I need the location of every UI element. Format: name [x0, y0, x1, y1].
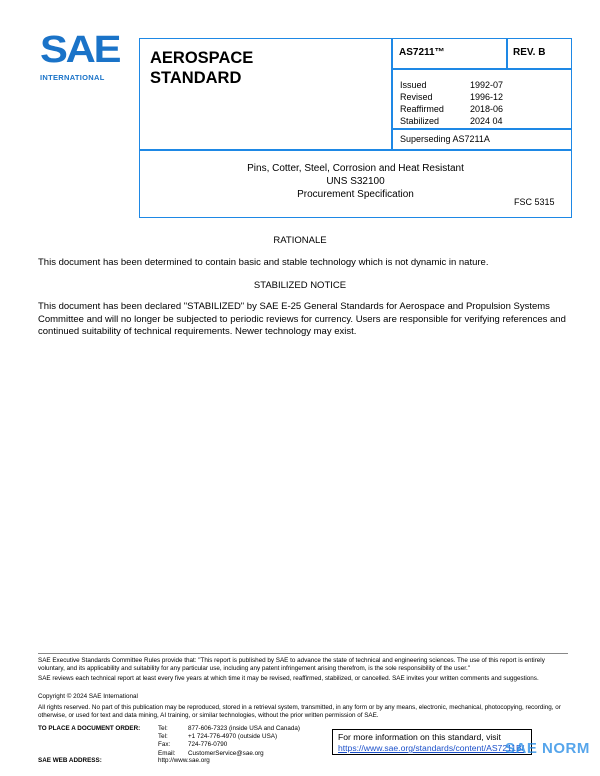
subject-line1: Pins, Cotter, Steel, Corrosion and Heat Resistant [247, 163, 464, 174]
sae-logo-subtitle: INTERNATIONAL [40, 73, 105, 82]
document-dates [400, 79, 503, 127]
document-type-line1: AEROSPACE [150, 49, 254, 67]
footer-divider [38, 653, 568, 654]
contact-row: Tel: 877-606-7323 (inside USA and Canada) [158, 725, 301, 732]
contact-row: Fax: 724-776-0790 [158, 741, 228, 749]
document-subject [140, 162, 571, 201]
more-info-box [332, 729, 532, 755]
document-type-line2: STANDARD [150, 69, 242, 87]
order-contacts [158, 725, 300, 758]
date-row-issued: Issued 1992-07 [400, 80, 504, 90]
document-number: AS7211™ [399, 47, 445, 58]
stabilized-text: This document has been declared "STABILIZED" by SAE E-25 General Standards for Aerospace and Propulsion Systems Committee and will no longer be subjected to periodic reviews for currency. Users are responsible for verifying references and continued suitability of technical requirements. Newer technology may exist. [38, 301, 566, 337]
web-address-link[interactable]: http://www.sae.org [158, 757, 210, 764]
watermark-logo: SAE NORM [505, 740, 590, 757]
document-type [150, 48, 253, 88]
footer-review-text: SAE reviews each technical report at least every five years at which time it may be revised, reaffirmed, stabilized, or cancelled. SAE invites your written comments and suggestions. [38, 675, 539, 682]
header-divider-vertical [391, 38, 393, 150]
date-row-reaffirmed: Reaffirmed 2018-06 [400, 104, 504, 114]
date-row-stabilized: Stabilized 2024 04 [400, 116, 503, 126]
web-address-label: SAE WEB ADDRESS: [38, 757, 102, 764]
subject-line2: UNS S32100 [326, 176, 385, 187]
footer-copyright: Copyright © 2024 SAE International [38, 693, 138, 700]
footer-rules-text: SAE Executive Standards Committee Rules provide that: "This report is published by SAE to advance the state of technical and engineering sciences. The use of this report is entirely voluntary, and its applicability and suitability for any particular use, including any patent infringement arising therefrom, is the sole responsibility of the user." [38, 657, 545, 673]
rationale-text: This document has been determined to contain basic and stable technology which is not dynamic in nature. [38, 257, 489, 268]
superseding-note: Superseding AS7211A [400, 134, 490, 144]
more-info-text: For more information on this standard, visit [338, 732, 501, 742]
order-label: TO PLACE A DOCUMENT ORDER: [38, 725, 141, 732]
contact-row: Tel: +1 724-776-4970 (outside USA) [158, 733, 278, 741]
header-divider-rev [506, 38, 508, 69]
stabilized-heading: STABILIZED NOTICE [253, 280, 347, 291]
header-divider-subject [139, 149, 572, 151]
revision-label: REV. B [513, 47, 546, 58]
standard-url-link[interactable]: https://www.sae.org/standards/content/AS7211B/ [338, 743, 525, 753]
footer-rights-text: All rights reserved. No part of this publication may be reproduced, stored in a retrieval system, transmitted, in any form or by any means, electronic, mechanical, photocopying, recording, or otherwise, or used for text and data mining, AI training, or similar technologies, without the prior written permission of SAE. [38, 704, 561, 720]
fsc-code: FSC 5315 [514, 197, 555, 207]
subject-line3: Procurement Specification [297, 189, 414, 200]
rationale-heading: RATIONALE [273, 235, 327, 246]
header-divider-supersede [391, 128, 572, 130]
contact-row[interactable]: Email: CustomerService@sae.org [158, 749, 264, 757]
sae-logo: SAE [40, 29, 120, 71]
date-row-revised: Revised 1996-12 [400, 92, 504, 102]
header-divider-docno [391, 68, 572, 70]
email-link[interactable]: CustomerService@sae.org [188, 749, 264, 757]
